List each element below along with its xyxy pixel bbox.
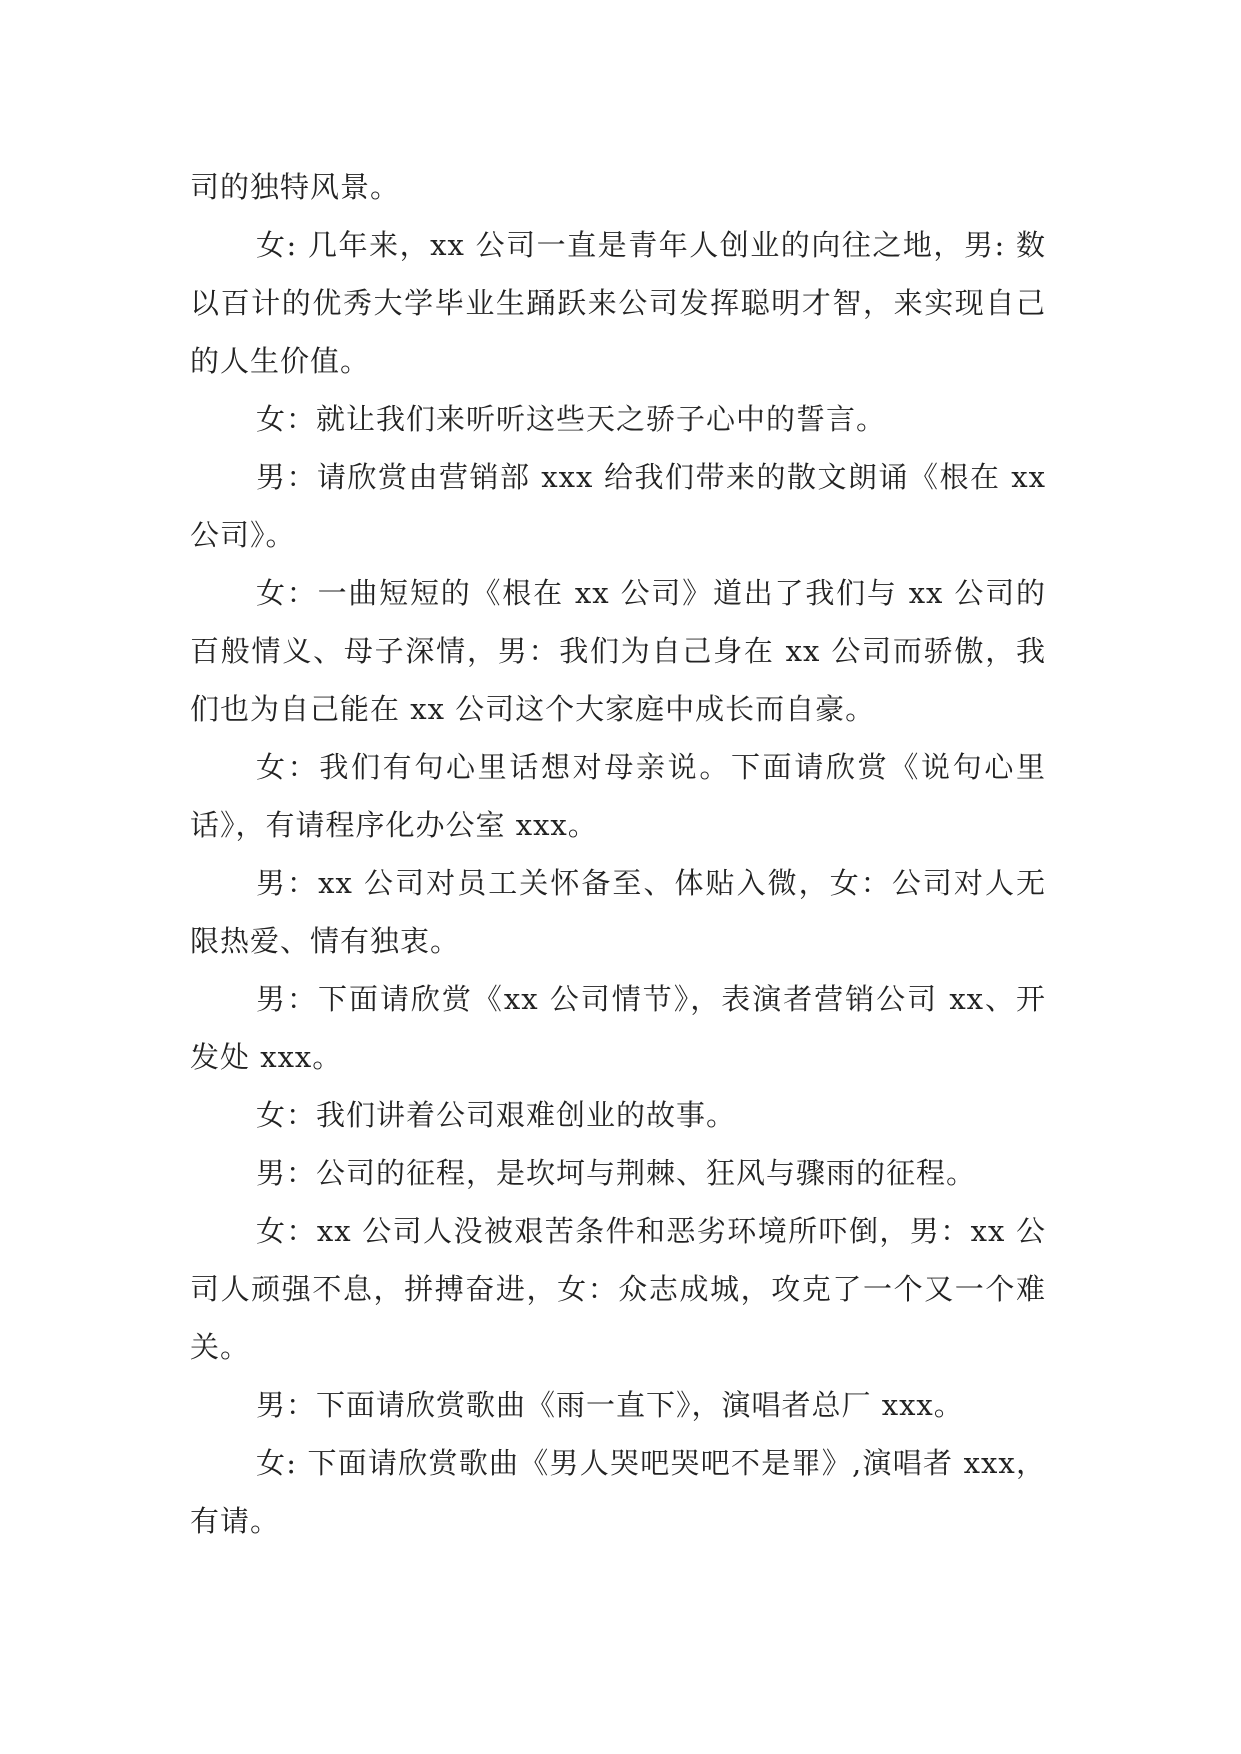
paragraph-13: 女: 下面请欣赏歌曲《男人哭吧哭吧不是罪》,演唱者 xxx，有请。 [190,1446,1046,1538]
paragraph-3: 女：就让我们来听听这些天之骄子心中的誓言。 [256,402,887,436]
paragraph-1: 司的独特风景。 [190,170,401,204]
paragraph-12: 男：下面请欣赏歌曲《雨一直下》，演唱者总厂 xxx。 [256,1388,964,1422]
paragraph-10: 男：公司的征程，是坎坷与荆棘、狂风与骤雨的征程。 [256,1156,977,1190]
paragraph-5: 女：一曲短短的《根在 xx 公司》道出了我们与 xx 公司的百般情义、母子深情，男：我们为自己身在 xx 公司而骄傲，我们也为自己能在 xx 公司这个大家庭中成长而自豪。 [190,576,1046,726]
paragraph-9: 女：我们讲着公司艰难创业的故事。 [256,1098,737,1132]
paragraph-7: 男：xx 公司对员工关怀备至、体贴入微，女：公司对人无限热爱、情有独衷。 [190,866,1046,958]
paragraph-11: 女：xx 公司人没被艰苦条件和恶劣环境所吓倒，男：xx 公司人顽强不息，拼搏奋进，女：众志成城，攻克了一个又一个难关。 [190,1214,1046,1364]
paragraph-4: 男：请欣赏由营销部 xxx 给我们带来的散文朗诵《根在 xx 公司》。 [190,460,1046,552]
document-body [190,158,1046,1550]
paragraph-8: 男：下面请欣赏《xx 公司情节》，表演者营销公司 xx、开发处 xxx。 [190,982,1046,1074]
paragraph-6: 女：我们有句心里话想对母亲说。下面请欣赏《说句心里话》，有请程序化办公室 xxx。 [190,750,1046,842]
paragraph-2: 女: 几年来，xx 公司一直是青年人创业的向往之地，男: 数以百计的优秀大学毕业生踊跃来公司发挥聪明才智，来实现自己的人生价值。 [190,228,1046,378]
